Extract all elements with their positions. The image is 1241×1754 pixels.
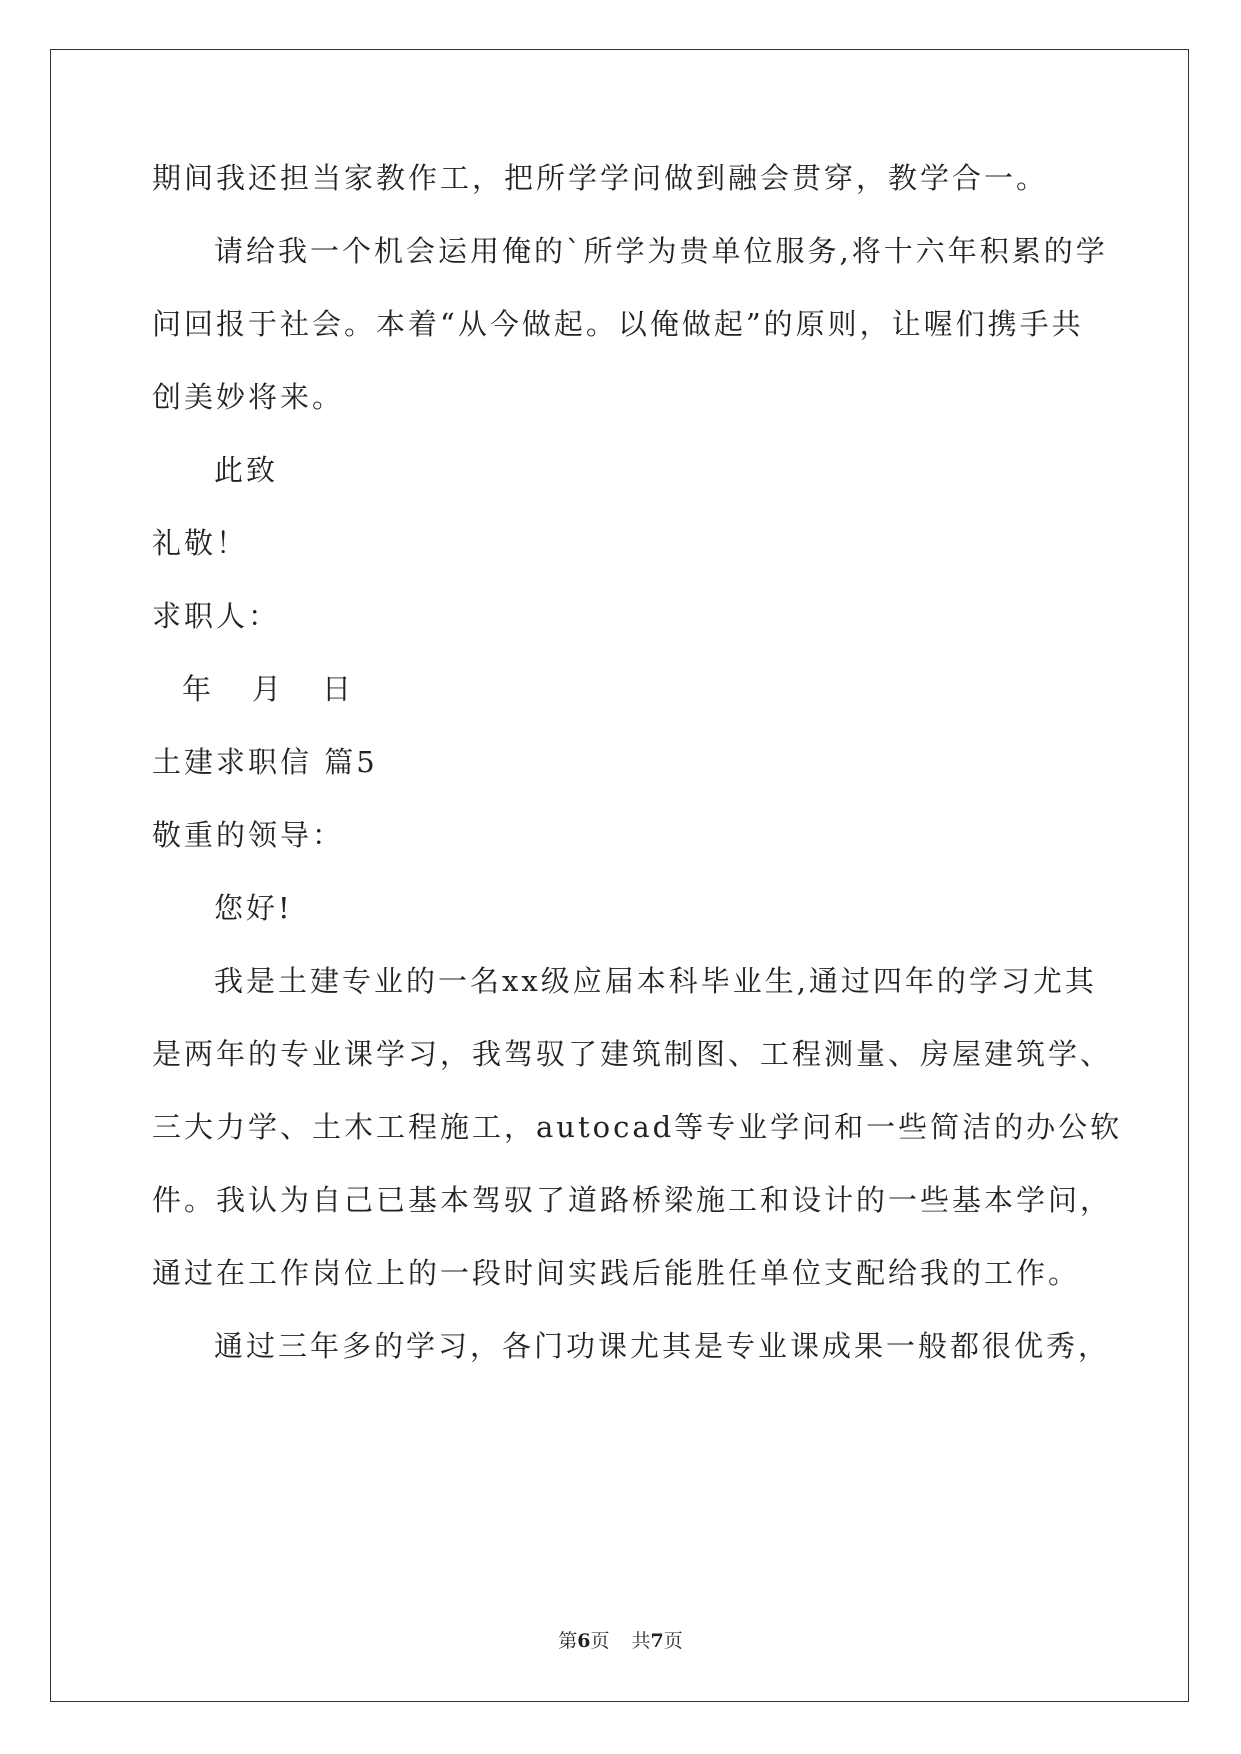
paragraph-line: 我是土建专业的一名xx级应届本科毕业生,通过四年的学习尤其 [214, 964, 1097, 998]
signature-label: 求职人： [152, 599, 281, 633]
greeting: 您好! [214, 891, 293, 925]
footer-page-word: 页 [590, 1630, 610, 1652]
paragraph-line: 问回报于社会。本着“从今做起。以俺做起”的原则，让喔们携手共 [152, 307, 1084, 341]
paragraph-line: 是两年的专业课学习，我驾驭了建筑制图、工程测量、房屋建筑学、 [152, 1037, 1113, 1071]
paragraph-line: 期间我还担当家教作工，把所学学问做到融会贯穿，教学合一。 [152, 161, 1049, 195]
paragraph-line: 三大力学、土木工程施工，autocad等专业学问和一些简洁的办公软 [152, 1110, 1123, 1144]
date-month: 月 [252, 672, 285, 706]
date-year: 年 [182, 672, 215, 706]
total-pages-number: 7 [650, 1630, 664, 1652]
page-footer [0, 1629, 1241, 1653]
paragraph-line: 件。我认为自己已基本驾驭了道路桥梁施工和设计的一些基本学问， [152, 1183, 1113, 1217]
footer-total-prefix: 共 [631, 1630, 651, 1652]
current-page-number: 6 [577, 1630, 591, 1652]
closing-phrase: 此致 [214, 453, 279, 487]
paragraph-line: 创美妙将来。 [152, 380, 345, 414]
footer-prefix: 第 [558, 1630, 578, 1652]
date-line [182, 669, 392, 709]
date-day: 日 [322, 672, 355, 706]
footer-total-suffix: 页 [663, 1630, 683, 1652]
paragraph-line: 通过三年多的学习，各门功课尤其是专业课成果一般都很优秀， [214, 1329, 1111, 1363]
page-border [50, 49, 1189, 1702]
section-heading: 土建求职信 篇5 [152, 745, 378, 779]
greeting-recipient: 敬重的领导： [152, 818, 345, 852]
paragraph-line: 请给我一个机会运用俺的`所学为贵单位服务,将十六年积累的学 [214, 234, 1108, 268]
salutation-closing: 礼敬！ [152, 526, 249, 560]
paragraph-line: 通过在工作岗位上的一段时间实践后能胜任单位支配给我的工作。 [152, 1256, 1081, 1290]
